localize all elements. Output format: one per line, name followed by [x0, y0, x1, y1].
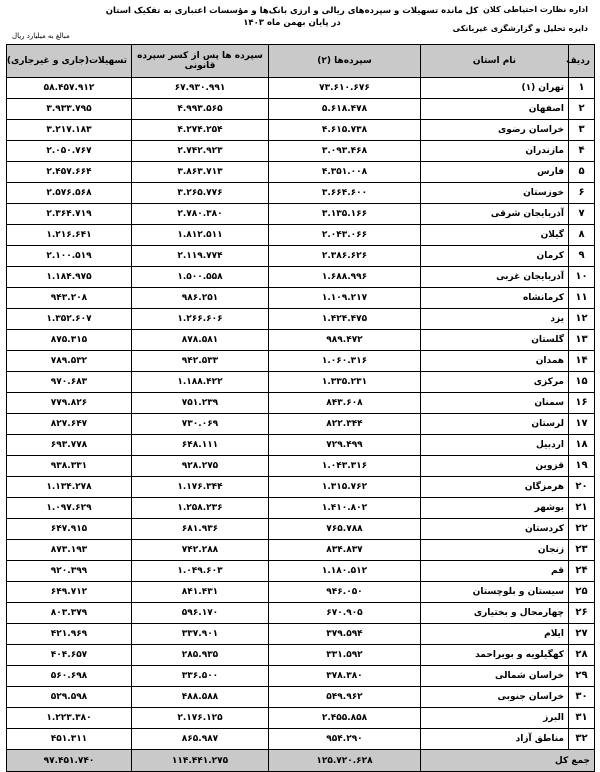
row-deposits: ۳۳۱.۵۹۲ — [269, 645, 421, 666]
row-facilities: ۲.۰۵۰.۷۶۷ — [7, 141, 132, 162]
row-net-deposits: ۱.۸۱۲.۵۱۱ — [132, 225, 269, 246]
table-row — [7, 603, 595, 624]
row-net-deposits: ۱.۵۰۰.۵۵۸ — [132, 267, 269, 288]
row-index: ۱۸ — [569, 435, 595, 456]
row-province: بوشهر — [421, 498, 569, 519]
row-province: زنجان — [421, 540, 569, 561]
row-deposits: ۱.۴۱۰.۸۰۲ — [269, 498, 421, 519]
row-deposits: ۹۸۹.۴۷۲ — [269, 330, 421, 351]
report-title: کل مانده تسهیلات و سپرده‌های ریالی و ارزی بانک‌ها و مؤسسات اعتباری به تفکیک استان در پایان بهمن ماه ۱۴۰۳ — [105, 6, 479, 28]
row-index: ۱۹ — [569, 456, 595, 477]
row-province: سیستان و بلوچستان — [421, 582, 569, 603]
row-net-deposits: ۲.۷۴۲.۹۲۳ — [132, 141, 269, 162]
row-net-deposits: ۴.۲۷۴.۲۵۴ — [132, 120, 269, 141]
table-row — [7, 330, 595, 351]
row-index: ۲۹ — [569, 666, 595, 687]
table-row — [7, 372, 595, 393]
row-deposits: ۸۳۴.۸۳۷ — [269, 540, 421, 561]
row-index: ۱۲ — [569, 309, 595, 330]
row-net-deposits: ۹۸۶.۲۵۱ — [132, 288, 269, 309]
row-index: ۷ — [569, 204, 595, 225]
table-row — [7, 666, 595, 687]
row-province: آذربایجان غربی — [421, 267, 569, 288]
row-net-deposits: ۴۸۸.۵۸۸ — [132, 687, 269, 708]
unit-note: مبالغ به میلیارد ریال — [12, 32, 70, 40]
row-facilities: ۸۷۳.۱۹۳ — [7, 540, 132, 561]
row-index: ۹ — [569, 246, 595, 267]
row-index: ۶ — [569, 183, 595, 204]
row-index: ۲۲ — [569, 519, 595, 540]
row-net-deposits: ۳۳۷.۹۰۱ — [132, 624, 269, 645]
row-province: گلستان — [421, 330, 569, 351]
col-header-net-deposits: سپرده ها پس از کسر سپرده قانونی — [132, 45, 269, 78]
row-net-deposits: ۲.۱۷۶.۱۲۵ — [132, 708, 269, 729]
row-deposits: ۲.۳۸۶.۶۲۶ — [269, 246, 421, 267]
table-row — [7, 729, 595, 750]
org-name: اداره نظارت احتیاطی کلان — [483, 5, 588, 14]
row-net-deposits: ۱.۱۸۸.۴۲۲ — [132, 372, 269, 393]
row-province: خراسان جنوبی — [421, 687, 569, 708]
row-province: کهگیلویه و بویراحمد — [421, 645, 569, 666]
col-header-deposits: سپرده‌ها (۲) — [269, 45, 421, 78]
table-row — [7, 141, 595, 162]
row-index: ۱۶ — [569, 393, 595, 414]
row-net-deposits: ۸۷۸.۵۸۱ — [132, 330, 269, 351]
row-index: ۱۷ — [569, 414, 595, 435]
table-row — [7, 435, 595, 456]
row-deposits: ۳۷۸.۳۸۰ — [269, 666, 421, 687]
row-province: مناطق آزاد — [421, 729, 569, 750]
row-facilities: ۵۶۰.۶۹۸ — [7, 666, 132, 687]
row-deposits: ۷۳.۶۱۰.۶۷۶ — [269, 78, 421, 99]
row-deposits: ۳.۶۶۴.۶۰۰ — [269, 183, 421, 204]
row-net-deposits: ۵۹۶.۱۷۰ — [132, 603, 269, 624]
table-row — [7, 99, 595, 120]
row-province: اردبیل — [421, 435, 569, 456]
row-province: فارس — [421, 162, 569, 183]
row-province: قزوین — [421, 456, 569, 477]
row-province: اصفهان — [421, 99, 569, 120]
row-index: ۱۳ — [569, 330, 595, 351]
table-row — [7, 561, 595, 582]
row-index: ۲۷ — [569, 624, 595, 645]
row-index: ۲۸ — [569, 645, 595, 666]
report-header — [0, 0, 600, 46]
table-row — [7, 498, 595, 519]
row-net-deposits: ۲.۱۱۹.۷۷۴ — [132, 246, 269, 267]
row-deposits: ۳.۰۹۳.۴۶۸ — [269, 141, 421, 162]
row-deposits: ۱.۰۴۳.۳۱۶ — [269, 456, 421, 477]
row-facilities: ۶۴۷.۹۱۵ — [7, 519, 132, 540]
row-deposits: ۷۶۵.۷۸۸ — [269, 519, 421, 540]
row-index: ۳۰ — [569, 687, 595, 708]
row-deposits: ۲.۴۵۵.۸۵۸ — [269, 708, 421, 729]
row-province: تهران (۱) — [421, 78, 569, 99]
row-deposits: ۲.۰۴۳.۰۶۶ — [269, 225, 421, 246]
row-province: کرمان — [421, 246, 569, 267]
table-row — [7, 120, 595, 141]
table-row — [7, 246, 595, 267]
row-province: هرمزگان — [421, 477, 569, 498]
row-facilities: ۲.۳۶۴.۷۱۹ — [7, 204, 132, 225]
row-deposits: ۱.۳۱۵.۷۶۲ — [269, 477, 421, 498]
table-row — [7, 393, 595, 414]
row-index: ۱۱ — [569, 288, 595, 309]
row-deposits: ۹۵۴.۲۹۰ — [269, 729, 421, 750]
row-facilities: ۴۲۱.۹۶۹ — [7, 624, 132, 645]
row-net-deposits: ۸۴۱.۴۳۱ — [132, 582, 269, 603]
row-net-deposits: ۲۸۵.۹۳۵ — [132, 645, 269, 666]
row-province: قم — [421, 561, 569, 582]
row-facilities: ۴۵۱.۳۱۱ — [7, 729, 132, 750]
row-index: ۳۲ — [569, 729, 595, 750]
row-deposits: ۱.۱۸۰.۵۱۲ — [269, 561, 421, 582]
row-deposits: ۵۴۹.۹۶۲ — [269, 687, 421, 708]
row-facilities: ۹۳۸.۳۳۱ — [7, 456, 132, 477]
row-facilities: ۷۸۹.۵۳۲ — [7, 351, 132, 372]
total-row — [7, 750, 595, 772]
row-index: ۲۵ — [569, 582, 595, 603]
row-deposits: ۴.۳۵۱.۰۰۸ — [269, 162, 421, 183]
row-province: یزد — [421, 309, 569, 330]
row-index: ۱ — [569, 78, 595, 99]
row-province: کرمانشاه — [421, 288, 569, 309]
total-label: جمع کل — [421, 750, 595, 772]
row-facilities: ۱.۰۹۷.۶۲۹ — [7, 498, 132, 519]
row-net-deposits: ۶۴۸.۱۱۱ — [132, 435, 269, 456]
row-net-deposits: ۳۳۶.۵۰۰ — [132, 666, 269, 687]
row-deposits: ۸۲۲.۳۴۴ — [269, 414, 421, 435]
table-row — [7, 645, 595, 666]
row-net-deposits: ۹۲۸.۲۷۵ — [132, 456, 269, 477]
row-facilities: ۸۷۵.۳۱۵ — [7, 330, 132, 351]
table-row — [7, 624, 595, 645]
row-facilities: ۱.۳۵۲.۶۰۷ — [7, 309, 132, 330]
row-net-deposits: ۷۳۰.۰۶۹ — [132, 414, 269, 435]
table-row — [7, 78, 595, 99]
table-row — [7, 267, 595, 288]
row-index: ۱۴ — [569, 351, 595, 372]
row-province: خراسان رضوی — [421, 120, 569, 141]
row-net-deposits: ۱.۲۶۶.۶۰۶ — [132, 309, 269, 330]
row-net-deposits: ۶۸۱.۹۳۶ — [132, 519, 269, 540]
table-row — [7, 456, 595, 477]
row-net-deposits: ۷۵۱.۲۳۹ — [132, 393, 269, 414]
row-province: خراسان شمالی — [421, 666, 569, 687]
row-net-deposits: ۲.۷۸۰.۳۸۰ — [132, 204, 269, 225]
row-province: سمنان — [421, 393, 569, 414]
row-index: ۲۶ — [569, 603, 595, 624]
row-index: ۳۱ — [569, 708, 595, 729]
table-row — [7, 582, 595, 603]
row-facilities: ۱.۱۸۴.۹۷۵ — [7, 267, 132, 288]
province-table — [6, 44, 595, 772]
row-province: ایلام — [421, 624, 569, 645]
row-deposits: ۱.۶۸۸.۹۹۶ — [269, 267, 421, 288]
row-deposits: ۱.۴۲۴.۴۷۵ — [269, 309, 421, 330]
table-row — [7, 225, 595, 246]
row-facilities: ۵۲۹.۵۹۸ — [7, 687, 132, 708]
total-net-deposits: ۱۱۴.۴۴۱.۲۷۵ — [132, 750, 269, 772]
row-net-deposits: ۳.۲۶۵.۷۷۶ — [132, 183, 269, 204]
row-index: ۲ — [569, 99, 595, 120]
row-facilities: ۹۷۰.۶۸۳ — [7, 372, 132, 393]
row-facilities: ۶۴۹.۷۱۲ — [7, 582, 132, 603]
col-header-index: ردیف — [569, 45, 595, 78]
row-facilities: ۲.۵۷۶.۵۶۸ — [7, 183, 132, 204]
row-index: ۲۴ — [569, 561, 595, 582]
row-index: ۵ — [569, 162, 595, 183]
row-province: مازندران — [421, 141, 569, 162]
row-facilities: ۱.۱۳۴.۲۷۸ — [7, 477, 132, 498]
col-header-province: نام استان — [421, 45, 569, 78]
row-deposits: ۶۷۰.۹۰۵ — [269, 603, 421, 624]
table-row — [7, 162, 595, 183]
row-facilities: ۳.۹۳۳.۷۹۵ — [7, 99, 132, 120]
row-index: ۲۰ — [569, 477, 595, 498]
total-facilities: ۹۷.۴۵۱.۷۴۰ — [7, 750, 132, 772]
row-province: چهارمحال و بختیاری — [421, 603, 569, 624]
row-index: ۱۵ — [569, 372, 595, 393]
table-row — [7, 288, 595, 309]
row-deposits: ۴.۶۱۵.۷۳۸ — [269, 120, 421, 141]
table-row — [7, 519, 595, 540]
row-province: همدان — [421, 351, 569, 372]
row-facilities: ۸۲۷.۶۴۷ — [7, 414, 132, 435]
row-province: کردستان — [421, 519, 569, 540]
row-net-deposits: ۷۴۲.۲۸۸ — [132, 540, 269, 561]
row-index: ۴ — [569, 141, 595, 162]
row-index: ۱۰ — [569, 267, 595, 288]
row-net-deposits: ۸۶۵.۹۸۷ — [132, 729, 269, 750]
row-facilities: ۴۰۴.۶۵۷ — [7, 645, 132, 666]
row-deposits: ۳.۱۳۵.۱۶۶ — [269, 204, 421, 225]
row-deposits: ۹۴۶.۰۵۰ — [269, 582, 421, 603]
row-deposits: ۸۴۳.۶۰۸ — [269, 393, 421, 414]
row-province: آذربایجان شرقی — [421, 204, 569, 225]
row-facilities: ۳.۲۱۷.۱۸۳ — [7, 120, 132, 141]
table-row — [7, 687, 595, 708]
row-deposits: ۵.۶۱۸.۴۷۸ — [269, 99, 421, 120]
row-province: خوزستان — [421, 183, 569, 204]
col-header-facilities: تسهیلات(جاری و غیرجاری) — [7, 45, 132, 78]
row-index: ۲۳ — [569, 540, 595, 561]
table-row — [7, 183, 595, 204]
row-deposits: ۷۲۹.۴۹۹ — [269, 435, 421, 456]
row-net-deposits: ۱.۲۵۸.۲۳۶ — [132, 498, 269, 519]
row-facilities: ۲.۴۵۷.۶۶۴ — [7, 162, 132, 183]
row-facilities: ۱.۲۱۶.۶۴۱ — [7, 225, 132, 246]
table-row — [7, 204, 595, 225]
table-row — [7, 540, 595, 561]
row-deposits: ۱.۱۰۹.۲۱۷ — [269, 288, 421, 309]
row-deposits: ۳۷۹.۵۹۴ — [269, 624, 421, 645]
row-index: ۳ — [569, 120, 595, 141]
row-facilities: ۸۰۳.۳۷۹ — [7, 603, 132, 624]
table-row — [7, 708, 595, 729]
row-province: گیلان — [421, 225, 569, 246]
row-index: ۲۱ — [569, 498, 595, 519]
row-facilities: ۱.۲۲۳.۳۸۰ — [7, 708, 132, 729]
table-row — [7, 351, 595, 372]
row-facilities: ۵۸.۴۵۷.۹۱۲ — [7, 78, 132, 99]
row-net-deposits: ۳.۸۶۳.۷۱۳ — [132, 162, 269, 183]
row-net-deposits: ۱.۱۷۶.۳۴۴ — [132, 477, 269, 498]
table-body — [7, 78, 595, 750]
row-facilities: ۹۲۰.۳۹۹ — [7, 561, 132, 582]
row-net-deposits: ۴.۹۹۳.۵۶۵ — [132, 99, 269, 120]
total-deposits: ۱۲۵.۷۲۰.۶۲۸ — [269, 750, 421, 772]
row-province: لرستان — [421, 414, 569, 435]
row-province: البرز — [421, 708, 569, 729]
org-department: دایره تحلیل و گزارشگری غیربانکی — [452, 24, 588, 33]
row-deposits: ۱.۰۶۰.۳۱۶ — [269, 351, 421, 372]
table-row — [7, 309, 595, 330]
table-header-row — [7, 45, 595, 78]
row-net-deposits: ۹۴۲.۵۳۳ — [132, 351, 269, 372]
row-net-deposits: ۶۷.۹۳۰.۹۹۱ — [132, 78, 269, 99]
table-row — [7, 414, 595, 435]
row-index: ۸ — [569, 225, 595, 246]
row-net-deposits: ۱.۰۴۹.۶۰۳ — [132, 561, 269, 582]
row-province: مرکزی — [421, 372, 569, 393]
row-facilities: ۶۹۳.۷۷۸ — [7, 435, 132, 456]
row-facilities: ۷۷۹.۸۲۶ — [7, 393, 132, 414]
row-facilities: ۲.۱۰۰.۵۱۹ — [7, 246, 132, 267]
table-row — [7, 477, 595, 498]
row-deposits: ۱.۳۳۵.۲۳۱ — [269, 372, 421, 393]
row-facilities: ۹۴۳.۲۰۸ — [7, 288, 132, 309]
